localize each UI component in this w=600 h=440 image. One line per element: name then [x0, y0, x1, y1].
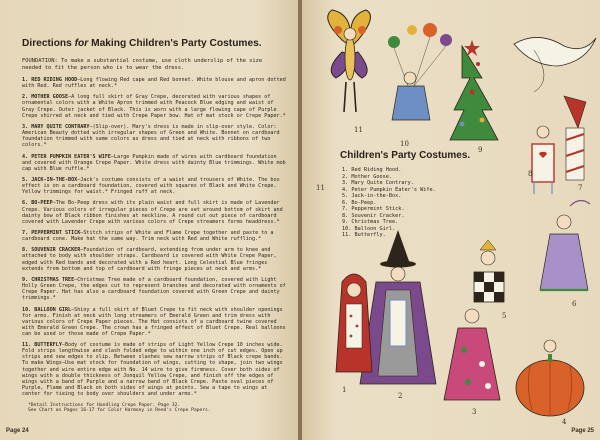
jack-in-the-box-figure: [474, 240, 504, 302]
butterfly-figure: [328, 10, 371, 112]
direction-item: [22, 177, 286, 195]
costume-description: —Foundation of cardboard, extending from under arm to knee and attached to body with shoulder straps. Cardboard is covered with White Crepe Paper, edged with Red bands and decorated with a Red heart. Long Celestial Blue fringes extends from bottom and top of cardboard with fringe pieces at neck and arms.*: [22, 247, 277, 272]
costume-list-item: 10. Balloon Girl.: [342, 225, 396, 232]
costume-name: CHRISTMAS TREE: [31, 276, 75, 283]
left-page: [0, 0, 298, 440]
direction-number: 7.: [22, 230, 29, 236]
direction-item: [22, 277, 286, 301]
direction-item: [22, 307, 286, 337]
costume-description: —Jack's costume consists of a waist and trousers of White. The box effect is on a cardboard foundation, covered with squares of Black and White Crepe. Yellow trimmings for waist.* Fringed ruff at neck.: [22, 176, 280, 196]
figure-number-label: 4: [562, 418, 567, 426]
costume-description: —Stitch strips of White and Flame Crepe together and paste to a cardboard cone. Make hat the same way. Trim neck with Red and White ruffling.*: [22, 230, 274, 243]
costume-list-item: 1. Red Riding Hood.: [342, 167, 402, 173]
costume-description: —A long full skirt of Gray Crepe, decorated with various shapes of ornamental colors with a White Apron trimmed with Peacock Blue edging and waist of Gray Crepe. Outer jacket of Black. This is worn with a large flowing cape of Purple Crepe shirred at neck and tied with Crepe Paper bow. Hat of mat stock or Crepe Paper.*: [22, 94, 286, 119]
direction-item: [22, 230, 286, 242]
costume-list-item: 2. Mother Goose.: [342, 173, 392, 180]
souvenir-cracker-figure: [532, 126, 554, 194]
costume-list: [342, 167, 436, 239]
direction-number: 2.: [22, 94, 29, 101]
costume-name: MARY QUITE CONTRARY: [31, 123, 90, 130]
direction-item: [22, 124, 286, 148]
costume-name: JACK-IN-THE-BOX: [31, 176, 78, 183]
costume-description: —The Bo-Peep dress with its plain waist and full skirt is made of Lavender Crepe. Various colors of irregular pieces of Crepe are set around bottom of skirt and dainty bow of Black ribbon finishes at neckline. A round cut out piece of cardboard covered with Lavender Crepe with various colors of Crepe streamers forms headdress.*: [22, 200, 283, 225]
costume-description: —(Slip-over). Mary's dress is made in slip-over style. Color: American Beauty dotted with irregular shapes of Green and White. Bonnet on cardboard foundation trimmed with same colors as dress and tied at neck with ribbons of two colors.*: [22, 123, 280, 149]
direction-item: [22, 154, 286, 172]
figure-number-label: 7: [578, 184, 583, 192]
figure-number-label: 9: [478, 146, 483, 154]
figure-number-label: 2: [398, 392, 403, 400]
christmas-tree-figure: [450, 40, 498, 140]
pumpkin-wife-figure: [516, 340, 584, 416]
direction-item: [22, 200, 286, 224]
direction-number: 5.: [22, 176, 29, 183]
figure-number-label: 5: [502, 312, 507, 320]
figure-number-label: 11: [354, 126, 363, 134]
footnote-chart: See Chart on Pages 16-17 for Color Harmony in Reed's Crepe Papers.: [28, 408, 211, 414]
costume-list-item: 5. Jack-in-the-Box.: [342, 193, 402, 199]
direction-number: 8.: [22, 247, 29, 254]
costume-name: BO-PEEP: [31, 200, 53, 207]
costume-list-item: 11. Butterfly.: [342, 232, 386, 238]
direction-number: 10.: [22, 306, 32, 313]
title-prefix: Directions: [22, 38, 75, 49]
costume-name: BUTTERFLY: [34, 342, 62, 349]
costume-description: —Christmas Tree made of a cardboard foundation, covered with Light Holly Green Crepe, the edges cut to represent branches and decorated with ornaments of Crepe Paper. Hat has also a cardboard foundation covered with Green Crepe and dainty trimmings.*: [22, 276, 286, 302]
direction-number: 6.: [22, 200, 29, 207]
balloon-girl-figure: [388, 23, 452, 120]
direction-item: [22, 342, 286, 397]
page-number-right: Page 25: [571, 428, 594, 434]
costume-name: PETER PUMPKIN EATER'S WIFE: [31, 153, 111, 160]
footnote-crepe: *Detail Instructions for Handling Crepe Paper. Page 32.: [28, 403, 181, 408]
mary-quite-contrary-figure: [444, 309, 500, 400]
red-riding-hood-figure: [336, 274, 372, 372]
direction-item: [22, 77, 286, 89]
costume-description: —Shiny a full skirt of Bluet Crepe to fit neck with shoulder openings for arms. Finish at neck with long streamers of Emerald Green and trim dress with various colors of Crepe Paper pieces. The Hat consists of a cardboard twine covered with Emerald Green Crepe. The crown has a fringed effect of Bluet Crepe. Real balloons can be used or those made of Crepe Paper.*: [22, 306, 286, 337]
title-emphasis: for: [74, 38, 89, 49]
costume-name: BALLOON GIRL: [34, 306, 72, 313]
costume-name: SOUVENIR CRACKER: [31, 247, 81, 254]
costume-list-item: 3. Mary Quite Contrary.: [342, 180, 414, 186]
peppermint-stick-figure: [564, 96, 586, 180]
costume-list-item: 9. Christmas Tree.: [342, 219, 399, 225]
direction-number: 9.: [22, 276, 29, 283]
title-suffix: Making Children's Party Costumes.: [88, 38, 262, 49]
costume-list-title: Children's Party Costumes.: [340, 150, 471, 161]
footnotes: [28, 403, 278, 414]
costume-description: —Long flowing Red cape and Red bonnet. White blouse and apron dotted with Red. Red ruffles at neck.*: [22, 77, 286, 90]
direction-number: 1.: [22, 77, 29, 83]
direction-item: [22, 247, 286, 271]
figure-number-label: 3: [472, 408, 477, 416]
intro-paragraph: FOUNDATION: To make a substantial costume, use cloth underslip of the size needed to fit the person who is to wear the dress.: [22, 58, 263, 71]
figure-number-label: 11: [316, 184, 325, 192]
costume-description: —Large Pumpkin made of wires with cardboard foundation and covered with Orange Crepe Paper. White dress with dainty Blue trimmings. White mob cap with Blue ruffle.*: [22, 153, 286, 172]
costume-list-item: 4. Peter Pumpkin Eater's Wife.: [342, 186, 436, 193]
direction-number: 4.: [22, 153, 29, 160]
figure-number-label: 8: [528, 170, 533, 178]
bo-peep-figure: [540, 200, 590, 290]
costume-list-item: 8. Souvenir Cracker.: [342, 212, 405, 219]
direction-number: 11.: [22, 342, 32, 349]
costume-list-item: 6. Bo-Peep.: [342, 199, 377, 206]
costume-name: MOTHER GOOSE: [31, 94, 69, 101]
costume-list-item: 7. Peppermint Stick.: [342, 206, 405, 212]
costume-name: PEPPERMINT STICK: [31, 230, 81, 236]
costume-name: RED RIDING HOOD: [31, 77, 78, 83]
figure-number-label: 6: [572, 300, 577, 308]
directions-list: [22, 77, 286, 402]
page-title: [22, 38, 284, 49]
figure-number-label: 1: [342, 386, 347, 394]
figure-number-label: 10: [400, 140, 409, 148]
costume-description: —Body of costume is made of strips of Light Yellow Crepe 10 inches wide. Fold strips lengthwise and slash folded edge to within one inch of cut edges. Open up strips and sew edges to slip. Between slashes sew narrow strips of Black crepe bands. To make Wings—Use mat stock for foundation of wings, cutting to shape, join two wings together and wire entire edge with No. 14 wire to give firmness. Cover both sides of wings with a double thickness of Jonquil Yellow Crepe, and finish off the edges of wings with a band of Purple and a narrow band of Black Crepe. Paste oval pieces of Purple, Flame and Black on both sides of wings at points. Sew a tape to wings at center for tieing to body over shoulders and under arms.*: [22, 342, 283, 397]
page-number-left: Page 24: [6, 428, 29, 434]
direction-item: [22, 94, 286, 118]
direction-number: 3.: [22, 123, 29, 130]
swan-figure: [514, 37, 596, 92]
